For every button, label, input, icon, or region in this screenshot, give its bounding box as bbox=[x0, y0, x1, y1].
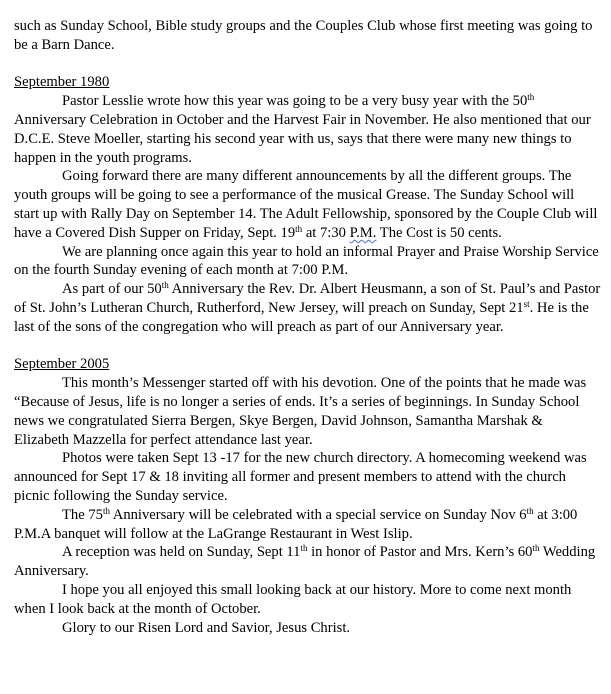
ordinal-suffix: th bbox=[102, 505, 110, 516]
paragraph-2005-photos: Photos were taken Sept 13 -17 for the new church directory. A homecoming weekend was announced for Sept 17 & 18 inviting all former and present members to attend with the church picnic following the Sunday service. bbox=[14, 450, 587, 504]
ordinal-suffix: th bbox=[527, 92, 535, 103]
paragraph-1980-pastor: Pastor Lesslie wrote how this year was going to be a very busy year with the 50th Anniversary Celebration in October and the Harvest Fair in November. He also mentioned that our D.C.E. Steve Moeller, starting his second year with us, says that there were many new things to happen in the youth programs. bbox=[14, 92, 591, 166]
ordinal-suffix: th bbox=[532, 543, 540, 554]
paragraph-1980-worship: We are planning once again this year to hold an informal Prayer and Praise Worship Service on the fourth Sunday evening of each month at 7:00 P.M. bbox=[14, 243, 599, 279]
ordinal-suffix: th bbox=[295, 223, 303, 234]
paragraph-2005-reception: A reception was held on Sunday, Sept 11th in honor of Pastor and Mrs. Kern’s 60th Wedding Anniversary. bbox=[14, 543, 596, 580]
ordinal-suffix: th bbox=[300, 543, 308, 554]
paragraph-2005-blessing: Glory to our Risen Lord and Savior, Jesus Christ. bbox=[62, 619, 351, 636]
intro-paragraph: such as Sunday School, Bible study groups and the Couples Club whose first meeting was going to be a Barn Dance. bbox=[14, 18, 593, 53]
paragraph-2005-messenger: This month’s Messenger started off with his devotion. One of the points that he made was “Because of Jesus, life is no longer a series of ends. It’s a series of beginnings. In Sunday School news we congratulated Sierra Bergen, Skye Bergen, David Johnson, Samantha Marshak & Elizabeth Mazzella for perfect attendance last year. bbox=[14, 375, 587, 448]
spellcheck-flagged-text: P.M. bbox=[349, 224, 377, 241]
heading-september-2005: September 2005 bbox=[14, 356, 110, 373]
ordinal-suffix: th bbox=[161, 280, 169, 291]
paragraph-1980-announcements: Going forward there are many different announcements by all the different groups. The youth groups will be going to see a performance of the musical Grease. The Sunday School will start up with Rally Day on September 14. The Adult Fellowship, sponsored by the Couple Club will have a Covered Dish Supper on Friday, Sept. 19th at 7:30 P.M. The Cost is 50 cents. bbox=[14, 168, 598, 241]
paragraph-2005-75th-anniversary: The 75th Anniversary will be celebrated with a special service on Sunday Nov 6th at 3:00 P.M.A banquet will follow at the LaGrange Restaurant in West Islip. bbox=[14, 505, 578, 542]
paragraph-1980-anniversary: As part of our 50th Anniversary the Rev. Dr. Albert Heusmann, a son of St. Paul’s and Pastor of St. John’s Lutheran Church, Rutherford, New Jersey, will preach on Sunday, Sept 21st. He is the last of the sons of the congregation who will preach as part of our Anniversary year. bbox=[14, 280, 601, 335]
paragraph-2005-closing: I hope you all enjoyed this small looking back at our history. More to come next month when I look back at the month of October. bbox=[14, 581, 572, 617]
heading-september-1980: September 1980 bbox=[14, 74, 110, 91]
ordinal-suffix: th bbox=[526, 505, 534, 516]
ordinal-suffix: st bbox=[523, 298, 530, 309]
